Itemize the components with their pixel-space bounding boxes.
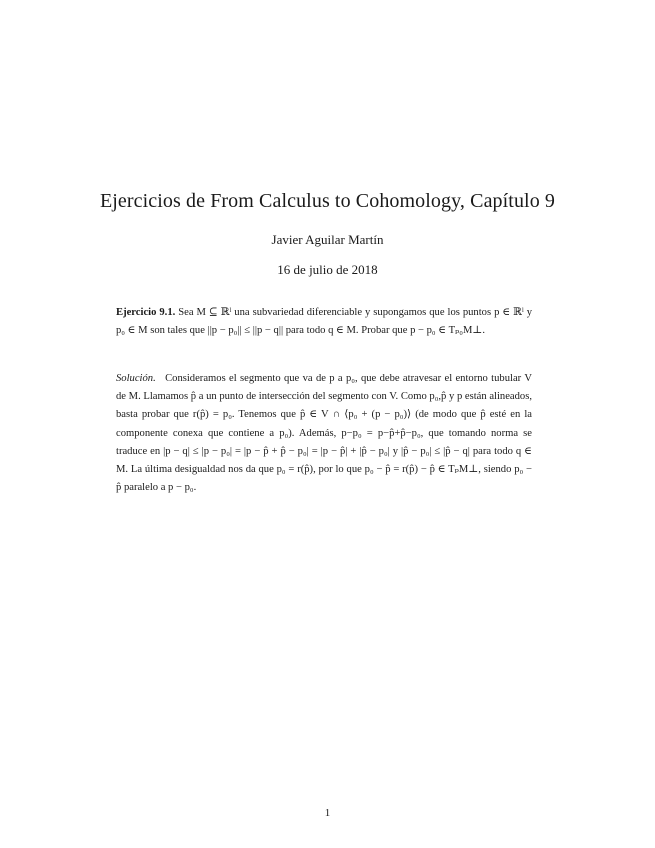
document-date: 16 de julio de 2018 — [277, 262, 378, 277]
solution-label: Solución. — [116, 373, 156, 384]
solution-text: Consideramos el segmento que va de p a p₀, que debe atravesar el entorno tubular V de M. Llamamos p̂ a un punto de intersección del segmento con V. Como p₀,p̂ y p están alineados, basta probar que r(p̂) = p₀. Tenemos que p̂ ∈ V ∩ ⟨p₀ + (p − p₀)⟩ (de modo que p̂ esté en la componente conexa que contiene a p₀). Además, p−p₀ = p−p̂+p̂−p₀, que tomando norma se traduce en |p − q| ≤ |p − p₀| = |p − p̂ + p̂ − p₀| = |p − p̂| + |p̂ − p₀| y |p̂ − p₀| ≤ |p̂ − q| para todo q ∈ M. La última desigualdad nos da que p₀ = r(p̂), por lo que p₀ − p̂ = r(p̂) − p̂ ∈ TₚM⊥, siendo p₀ − p̂ paralelo a p − p₀. — [116, 373, 532, 494]
document-title: Ejercicios de From Calculus to Cohomology, Capítulo 9 — [99, 190, 556, 212]
exercise-label: Ejercicio 9.1. — [116, 307, 176, 318]
exercise-paragraph — [116, 304, 532, 340]
page-number: 1 — [324, 807, 331, 819]
solution-paragraph — [116, 370, 532, 497]
exercise-text: Sea M ⊆ ℝˡ una subvariedad diferenciable y supongamos que los puntos p ∈ ℝˡ y p₀ ∈ M son tales que ||p − p₀|| ≤ ||p − q|| para todo q ∈ M. Probar que p − p₀ ∈ Tₚ₀M⊥. — [116, 307, 532, 337]
document-author: Javier Aguilar Martín — [271, 232, 384, 247]
